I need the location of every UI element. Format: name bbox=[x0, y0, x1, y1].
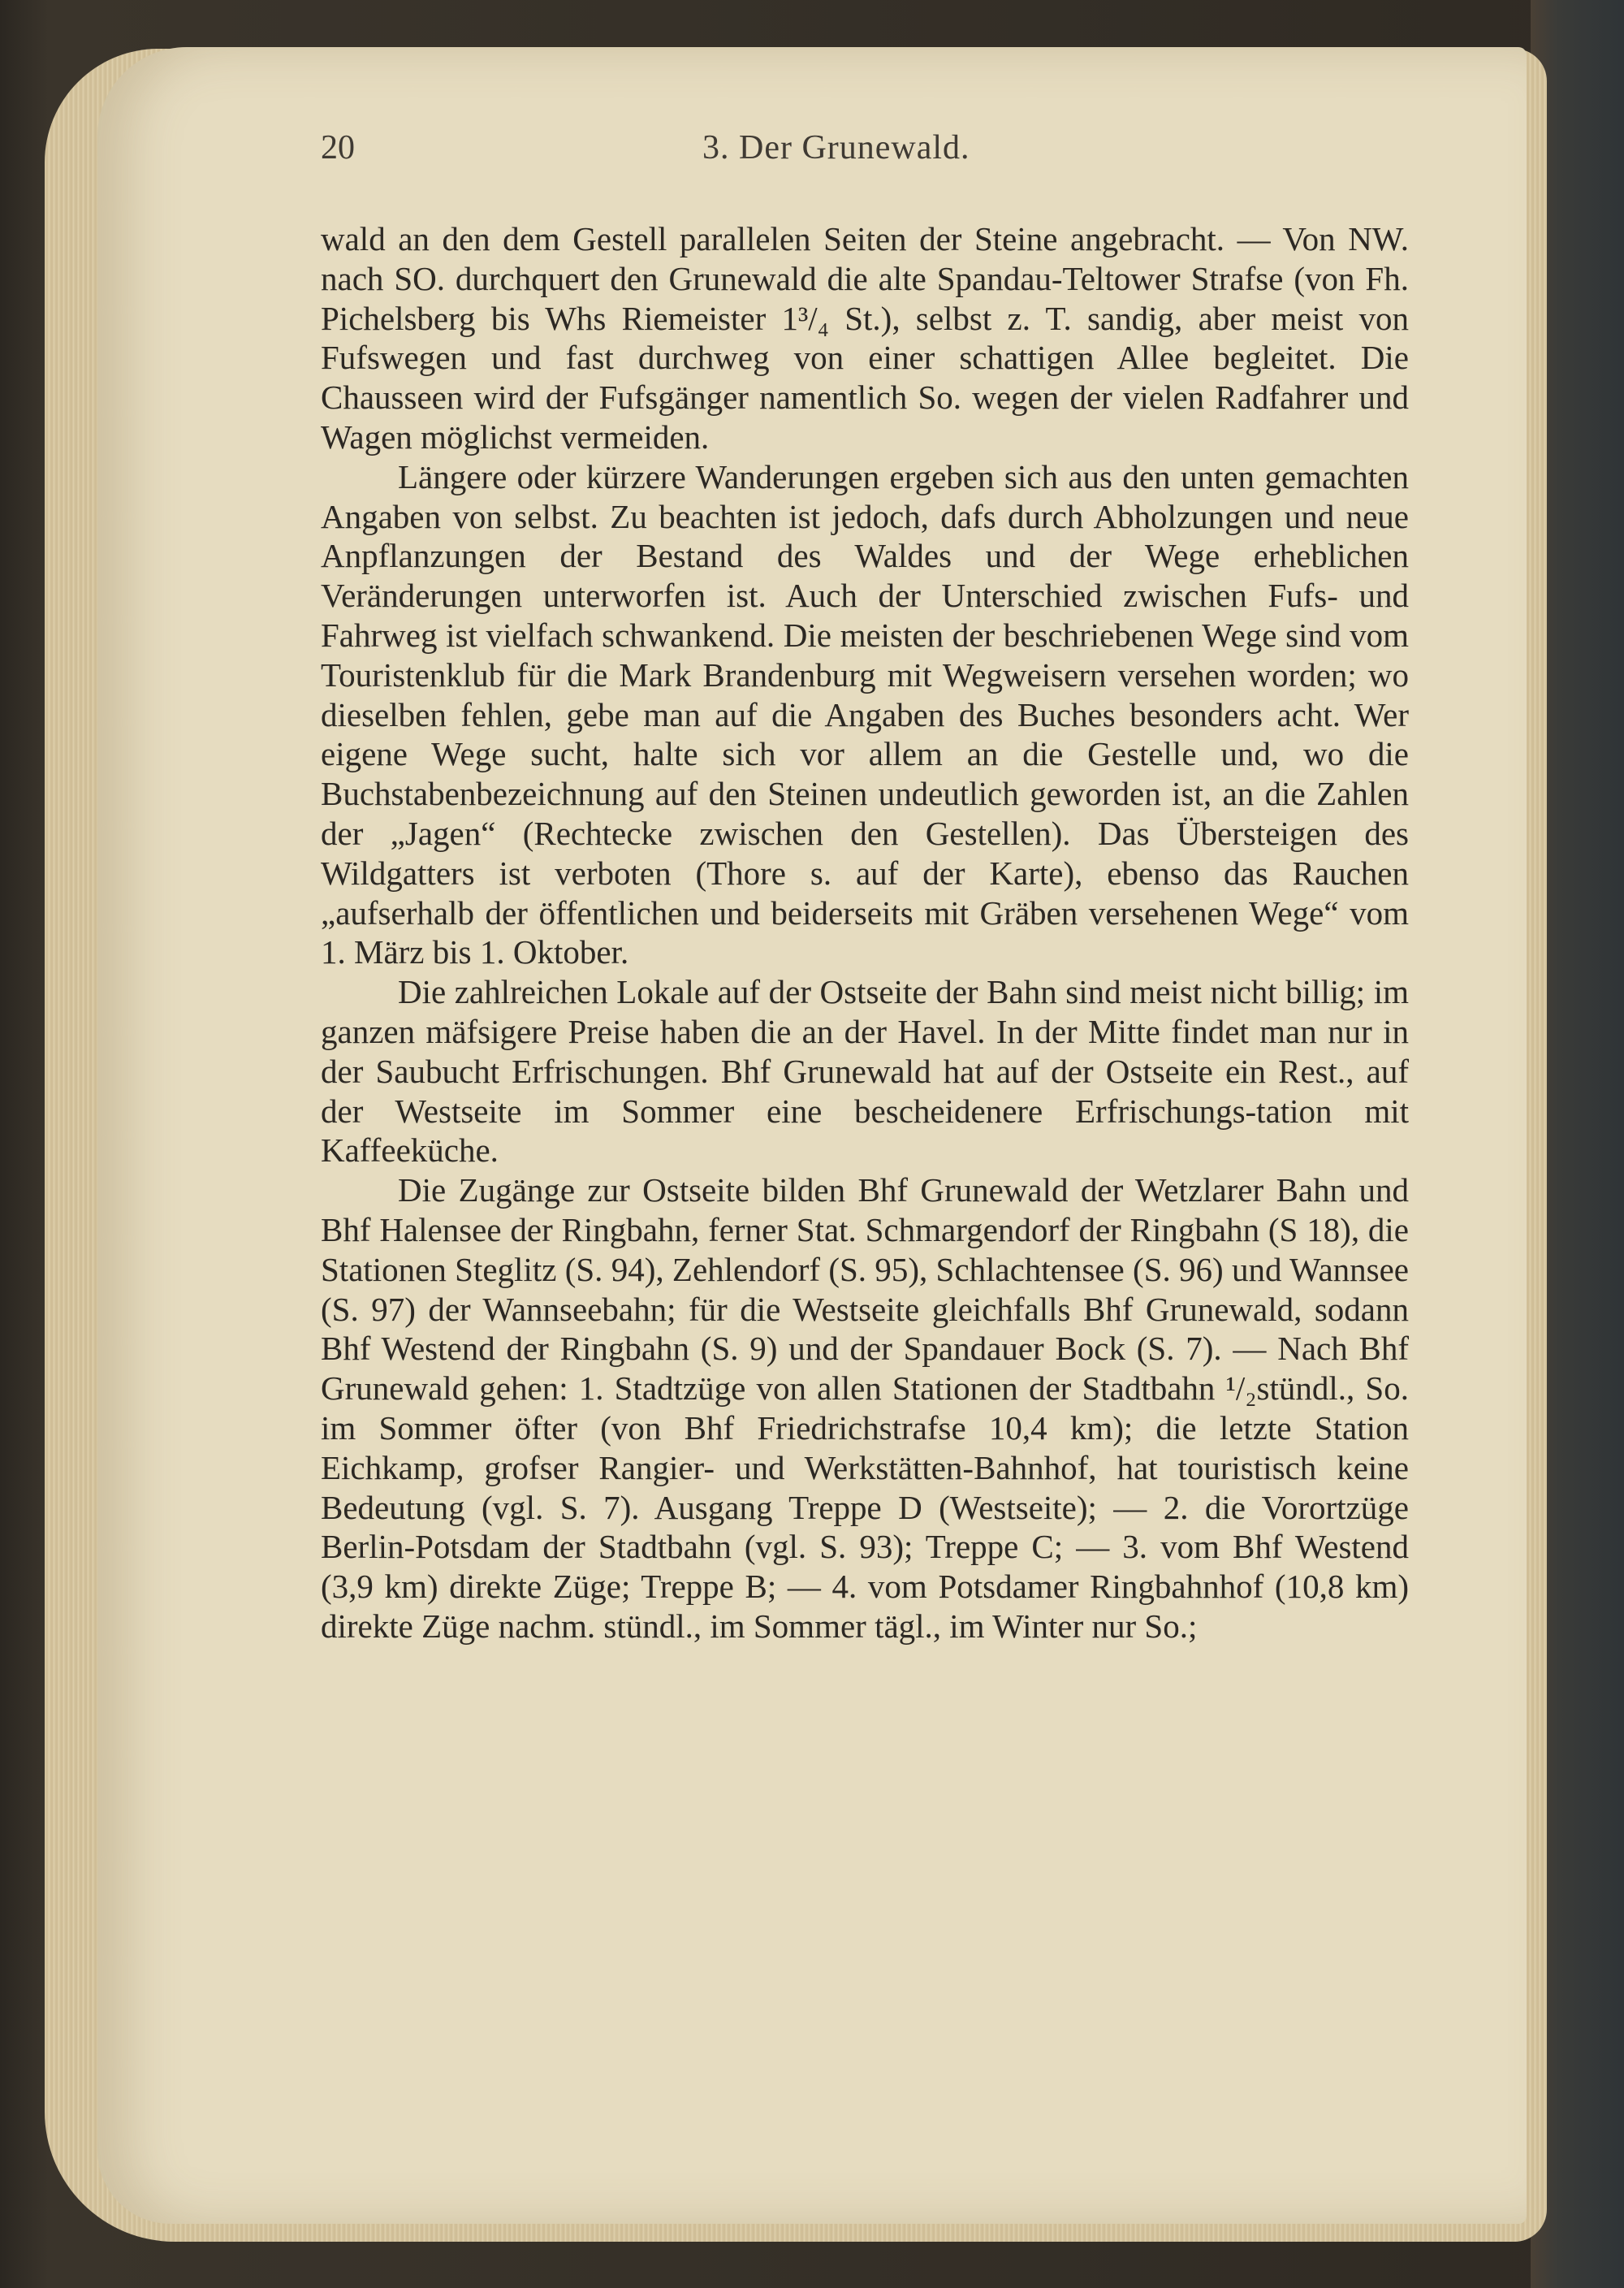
paragraph-1: wald an den dem Gestell parallelen Seiten der Steine angebracht. — Von NW. nach SO. durchquert den Grunewald die alte Spandau-Teltower Strafse (von Fh. Pichelsberg bis Whs Riemeister 1³/₄ St.), selbst z. T. sandig, aber meist von Fufswegen und fast durchweg von einer schattigen Allee begleitet. Die Chausseen wird der Fufsgänger namentlich So. wegen der vielen Radfahrer und Wagen möglichst vermeiden. bbox=[321, 220, 1409, 456]
paragraph-3: Die zahlreichen Lokale auf der Ostseite der Bahn sind meist nicht billig; im ganzen mäfsigere Preise haben die an der Havel. In der Mitte findet man nur in der Saubucht Erfrischungen. Bhf Grunewald hat auf der Ostseite ein Rest., auf der Westseite im Sommer eine bescheidenere Erfrischungs-tation mit Kaffeeküche. bbox=[321, 973, 1409, 1170]
paragraph-4: Die Zugänge zur Ostseite bilden Bhf Grunewald der Wetzlarer Bahn und Bhf Halensee der Ringbahn, ferner Stat. Schmargendorf der Ringbahn (S 18), die Stationen Steglitz (S. 94), Zehlendorf (S. 95), Schlachtensee (S. 96) und Wannsee (S. 97) der Wannseebahn; für die Westseite gleichfalls Bhf Grunewald, sodann Bhf Westend der Ringbahn (S. 9) und der Spandauer Bock (S. 7). — Nach Bhf Grunewald gehen: 1. Stadtzüge von allen Stationen der Stadtbahn ¹/₂stündl., So. im Sommer öfter (von Bhf Friedrichstrafse 10,4 km); die letzte Station Eichkamp, grofser Rangier- und Werkstätten-Bahnhof, hat touristisch keine Bedeutung (vgl. S. 7). Ausgang Treppe D (Westseite); — 2. die Vorortzüge Berlin-Potsdam der Stadtbahn (vgl. S. 93); Treppe C; — 3. vom Bhf Westend (3,9 km) direkte Züge; Treppe B; — 4. vom Potsdamer Ringbahnhof (10,8 km) direkte Züge nachm. stündl., im Sommer tägl., im Winter nur So.; bbox=[321, 1171, 1409, 1645]
running-header bbox=[321, 128, 1409, 177]
paragraph-2: Längere oder kürzere Wanderungen ergeben sich aus den unten gemachten Angaben von selbst. Zu beachten ist jedoch, dafs durch Abholzungen und neue Anpflanzungen der Bestand des Waldes und der Wege erheblichen Veränderungen unterworfen ist. Auch der Unterschied zwischen Fufs- und Fahrweg ist vielfach schwankend. Die meisten der beschriebenen Wege sind vom Touristenklub für die Mark Brandenburg mit Wegweisern versehen worden; wo dieselben fehlen, gebe man auf die Angaben des Buches besonders acht. Wer eigene Wege sucht, halte sich vor allem an die Gestelle und, wo die Buchstabenbezeichnung auf den Steinen undeutlich geworden ist, an die Zahlen der „Jagen“ (Rechtecke zwischen den Gestellen). Das Übersteigen des Wildgatters ist verboten (Thore s. auf der Karte), ebenso das Rauchen „aufserhalb der öffentlichen und beiderseits mit Gräben versehenen Wege“ vom 1. März bis 1. Oktober. bbox=[321, 457, 1409, 971]
body-text bbox=[321, 219, 1409, 1646]
page-number: 20 bbox=[321, 129, 355, 167]
chapter-title: 3. Der Grunewald. bbox=[702, 129, 970, 167]
